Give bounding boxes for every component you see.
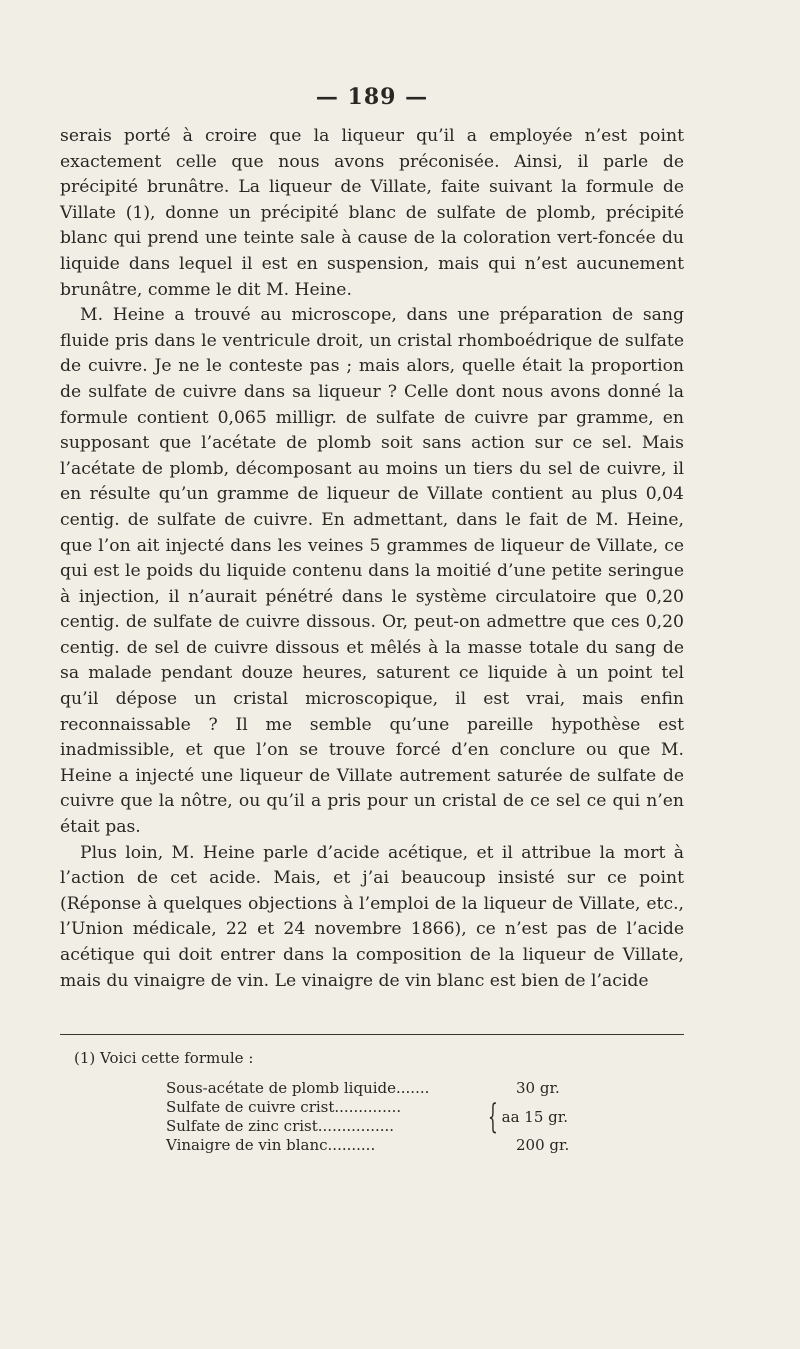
formula-amount: 30 gr. — [516, 1079, 560, 1098]
page-number: — 189 — — [315, 84, 429, 110]
paragraph-1: serais porté à croire que la liqueur qu’il a employée n’est point exactement celle que nous avons préconisée. Ainsi, il parle de précipité brunâtre. La liqueur de Villate, faite suivant la formule de Villate (1), donne un précipité blanc de sulfate de plomb, précipité blanc qui prend une teinte sale à cause de la coloration vert-foncée du liquide dans lequel il est en suspension, mais qui n’est aucunement brunâtre, comme le dit M. Heine. — [60, 126, 684, 300]
brace-icon: { — [487, 1097, 498, 1138]
paragraph-3: Plus loin, M. Heine parle d’acide acétique, et il attribue la mort à l’action de cet acide. Mais, et j’ai beaucoup insisté sur ce point (Réponse à quelques objections à l’emploi de la liqueur de Villate, etc., l’Union médicale, 22 et 24 novembre 1866), ce n’est pas de l’acide acétique qui doit entrer dans la composition de la liqueur de Villate, mais du vinaigre de vin. Le vinaigre de vin blanc est bien de l’acide — [60, 842, 684, 991]
formula-ingredient: Sulfate de zinc crist................ — [166, 1117, 395, 1136]
formula-amount: 200 gr. — [516, 1136, 570, 1155]
footnote-divider — [60, 1034, 684, 1035]
formula-ingredient: Vinaigre de vin blanc.......... — [166, 1136, 376, 1155]
formula-table — [166, 1079, 576, 1155]
paragraph-2: M. Heine a trouvé au microscope, dans une préparation de sang fluide pris dans le ventricule droit, un cristal rhomboédrique de sulfate de cuivre. Je ne le conteste pas ; mais alors, quelle était la proportion de sulfate de cuivre dans sa liqueur ? Celle dont nous avons donné la formule contient 0,065 milligr. de sulfate de cuivre par gramme, en supposant que l’acétate de plomb soit sans action sur ce sel. Mais l’acétate de plomb, décomposant au moins un tiers du sel de cuivre, il en résulte qu’un gramme de liqueur de Villate contient au plus 0,04 centig. de sulfate de cuivre. En admettant, dans le fait de M. Heine, que l’on ait injecté dans les veines 5 grammes de liqueur de Villate, ce qui est le poids du liquide contenu dans la moitié d’une petite seringue à injection, il n’aurait pénétré dans le système circulatoire que 0,20 centig. de sulfate de cuivre dissous. Or, peut-on admettre que ces 0,20 centig. de sel de cuivre dissous et mêlés à la masse totale du sang de sa malade pendant douze heures, saturent ce liquide à un point tel qu’il dépose un cristal microscopique, il est vrai, mais enfin reconnaissable ? Il me semble qu’une pareille hypothèse est inadmissible, et que l’on se trouve forcé d’en conclure ou que M. Heine a injecté une liqueur de Villate autrement saturée de sulfate de cuivre que la nôtre, ou qu’il a pris pour un cristal de ce sel ce qui n’en était pas. — [60, 305, 684, 838]
formula-shared-amount: aa 15 gr. — [501, 1107, 569, 1126]
shared-amount-group — [486, 1097, 576, 1138]
book-page — [60, 84, 684, 1155]
footnote-intro: (1) Voici cette formule : — [74, 1049, 254, 1068]
formula-ingredient: Sous-acétate de plomb liquide....... — [166, 1079, 430, 1098]
formula-ingredient: Sulfate de cuivre crist.............. — [166, 1098, 402, 1117]
